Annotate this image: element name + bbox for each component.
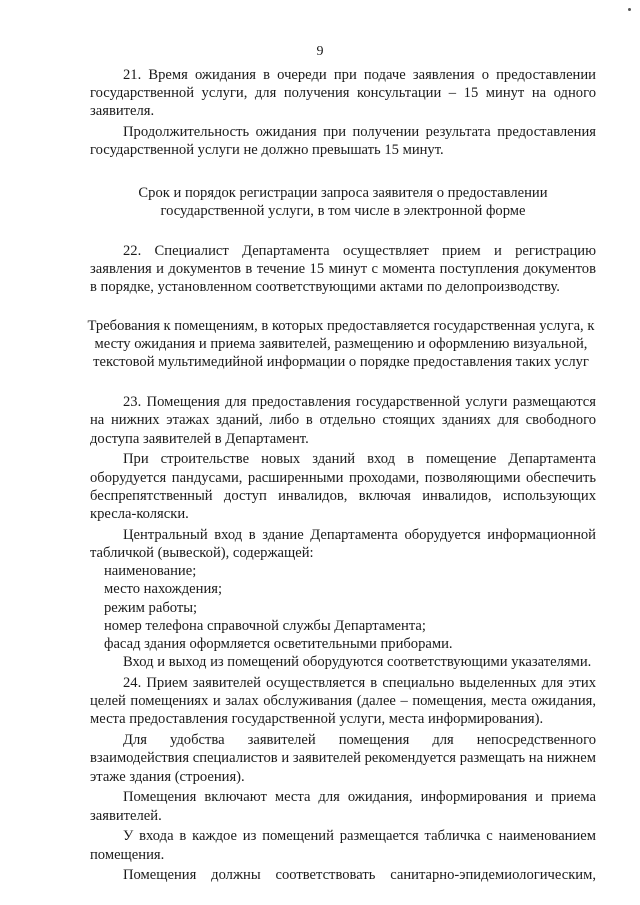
list-item: фасад здания оформляется осветительными приборами.	[104, 636, 453, 653]
list-item: место нахождения;	[104, 581, 223, 598]
page-number: 9	[316, 44, 324, 59]
list-item: режим работы;	[104, 599, 198, 616]
list-item: наименование;	[104, 563, 197, 580]
paragraph-24-convenience: Для удобства заявителей помещения для непосредственного взаимодействия специалистов и заявителей рекомендуется размещать на нижнем этаже здания (строения).	[90, 732, 596, 785]
paragraph-23-accessibility: При строительстве новых зданий вход в помещение Департамента оборудуется пандусами, расширенными проходами, позволяющими обеспечить беспрепятственный доступ инвалидов, включая инвалидов, использующих кресла-коляски.	[90, 451, 596, 523]
paragraph-23-entrance-sign: Центральный вход в здание Департамента оборудуется информационной табличкой (вывеской), содержащей:	[90, 526, 596, 562]
paragraph-24-sanitary: Помещения должны соответствовать санитарно-эпидемиологическим,	[123, 867, 596, 884]
paragraph-24-door-sign: У входа в каждое из помещений размещается табличка с наименованием помещения.	[90, 828, 596, 863]
heading-premises-requirements: Требования к помещениям, в которых предоставляется государственная услуга, к месту ожидания и приема заявителей, размещению и оформлению визуальной, текстовой мультимедийной информации о порядке предоставления таких услуг	[87, 317, 595, 371]
paragraph-23-signage: Вход и выход из помещений оборудуются соответствующими указателями.	[123, 654, 592, 671]
heading-registration: Срок и порядок регистрации запроса заявителя о предоставлении государственной услуги, в том числе в электронной форме	[138, 184, 548, 219]
list-item: номер телефона справочной службы Департамента;	[104, 617, 426, 634]
paragraph-23-premises-location: 23. Помещения для предоставления государственной услуги размещаются на нижних этажах зданий, либо в отдельно стоящих зданиях для свободного доступа заявителей в Департамент.	[90, 394, 596, 447]
scan-mark	[628, 8, 631, 11]
paragraph-22-registration: 22. Специалист Департамента осуществляет прием и регистрацию заявления и документов в течение 15 минут с момента поступления документов в порядке, установленном соответствующими актами по делопроизводству.	[90, 243, 596, 296]
paragraph-21-result-waiting: Продолжительность ожидания при получении результата предоставления государственной услуги не должно превышать 15 минут.	[90, 124, 596, 159]
paragraph-21-waiting-time: 21. Время ожидания в очереди при подаче заявления о предоставлении государственной услуги, для получения консультации – 15 минут на одного заявителя.	[90, 67, 596, 120]
paragraph-24-reception: 24. Прием заявителей осуществляется в специально выделенных для этих целей помещениях и залах обслуживания (далее – помещения, места ожидания, места предоставления государственной услуги, места информирования).	[90, 675, 596, 728]
document-body	[87, 66, 596, 885]
paragraph-24-waiting-areas: Помещения включают места для ожидания, информирования и приема заявителей.	[90, 789, 596, 824]
